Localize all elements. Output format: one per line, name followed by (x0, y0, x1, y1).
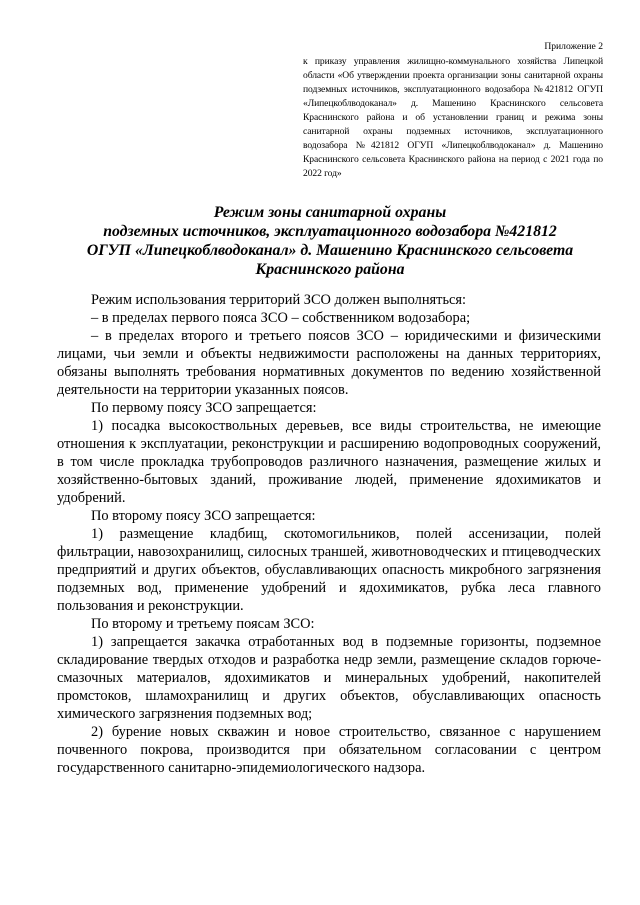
appendix-text: к приказу управления жилищно-коммунального хозяйства Липецкой области «Об утверждении проекта организации зоны санитарной охраны подземных источников, эксплуатационного водозабора №421812 ОГУП «Липецкоблводоканал» д. Машенино Краснинского сельсовета Краснинского района и об установлении границ и режима зоны санитарной охраны подземных источников, эксплуатационного водозабора №421812 ОГУП «Липецкоблводоканал» д. Машенино Краснинского сельсовета Краснинского района на период с 2021 года по 2022 год» (303, 56, 603, 179)
heading-second-third-zone: По второму и третьему поясам ЗСО: (91, 616, 315, 632)
title-line-1: Режим зоны санитарной охраны (213, 204, 447, 221)
document-body (57, 291, 601, 777)
title-line-4: Краснинского района (255, 261, 405, 278)
appendix-header (303, 40, 603, 181)
paragraph-intro: Режим использования территорий ЗСО должен выполняться: (91, 292, 467, 308)
paragraph-second-third-item-2: 2) бурение новых скважин и новое строительство, связанное с нарушением почвенного покрова, производится при обязательном согласовании с центром государственного санитарно-эпидемиологического надзора. (57, 724, 601, 776)
title-line-2: подземных источников, эксплуатационного водозабора №421812 (103, 223, 557, 240)
title-line-3: ОГУП «Липецкоблводоканал» д. Машенино Краснинского сельсовета (86, 242, 574, 259)
paragraph-second-zone-item-1: 1) размещение кладбищ, скотомогильников, полей ассенизации, полей фильтрации, навозохранилищ, силосных траншей, животноводческих и птицеводческих предприятий и других объектов, обуславливающих опасность микробного загрязнения подземных вод, применение удобрений и ядохимикатов, рубка леса главного пользования и реконструкции. (57, 526, 601, 614)
heading-second-zone: По второму поясу ЗСО запрещается: (91, 508, 316, 524)
paragraph-second-third-item-1: 1) запрещается закачка отработанных вод в подземные горизонты, подземное складирование твердых отходов и разработка недр земли, размещение складов горюче-смазочных материалов, ядохимикатов и минеральных удобрений, накопителей промстоков, шламохранилищ и других объектов, обуславливающих опасность химического загрязнения подземных вод; (57, 634, 601, 722)
document-title (60, 203, 600, 279)
paragraph-zone-1: – в пределах первого пояса ЗСО – собственником водозабора; (91, 310, 471, 326)
heading-first-zone: По первому поясу ЗСО запрещается: (91, 400, 317, 416)
appendix-label: Приложение 2 (544, 41, 603, 52)
paragraph-zone-2-3: – в пределах второго и третьего поясов ЗСО – юридическими и физическими лицами, чьи земли и объекты недвижимости расположены на данных территориях, обязаны выполнять требования нормативных документов по ведению хозяйственной деятельности на территории указанных поясов. (57, 328, 601, 398)
paragraph-first-zone-item-1: 1) посадка высокоствольных деревьев, все виды строительства, не имеющие отношения к эксплуатации, реконструкции и расширению водопроводных сооружений, в том числе прокладка трубопроводов различного назначения, размещение жилых и хозяйственно-бытовых зданий, проживание людей, применение ядохимикатов и удобрений. (57, 418, 601, 506)
